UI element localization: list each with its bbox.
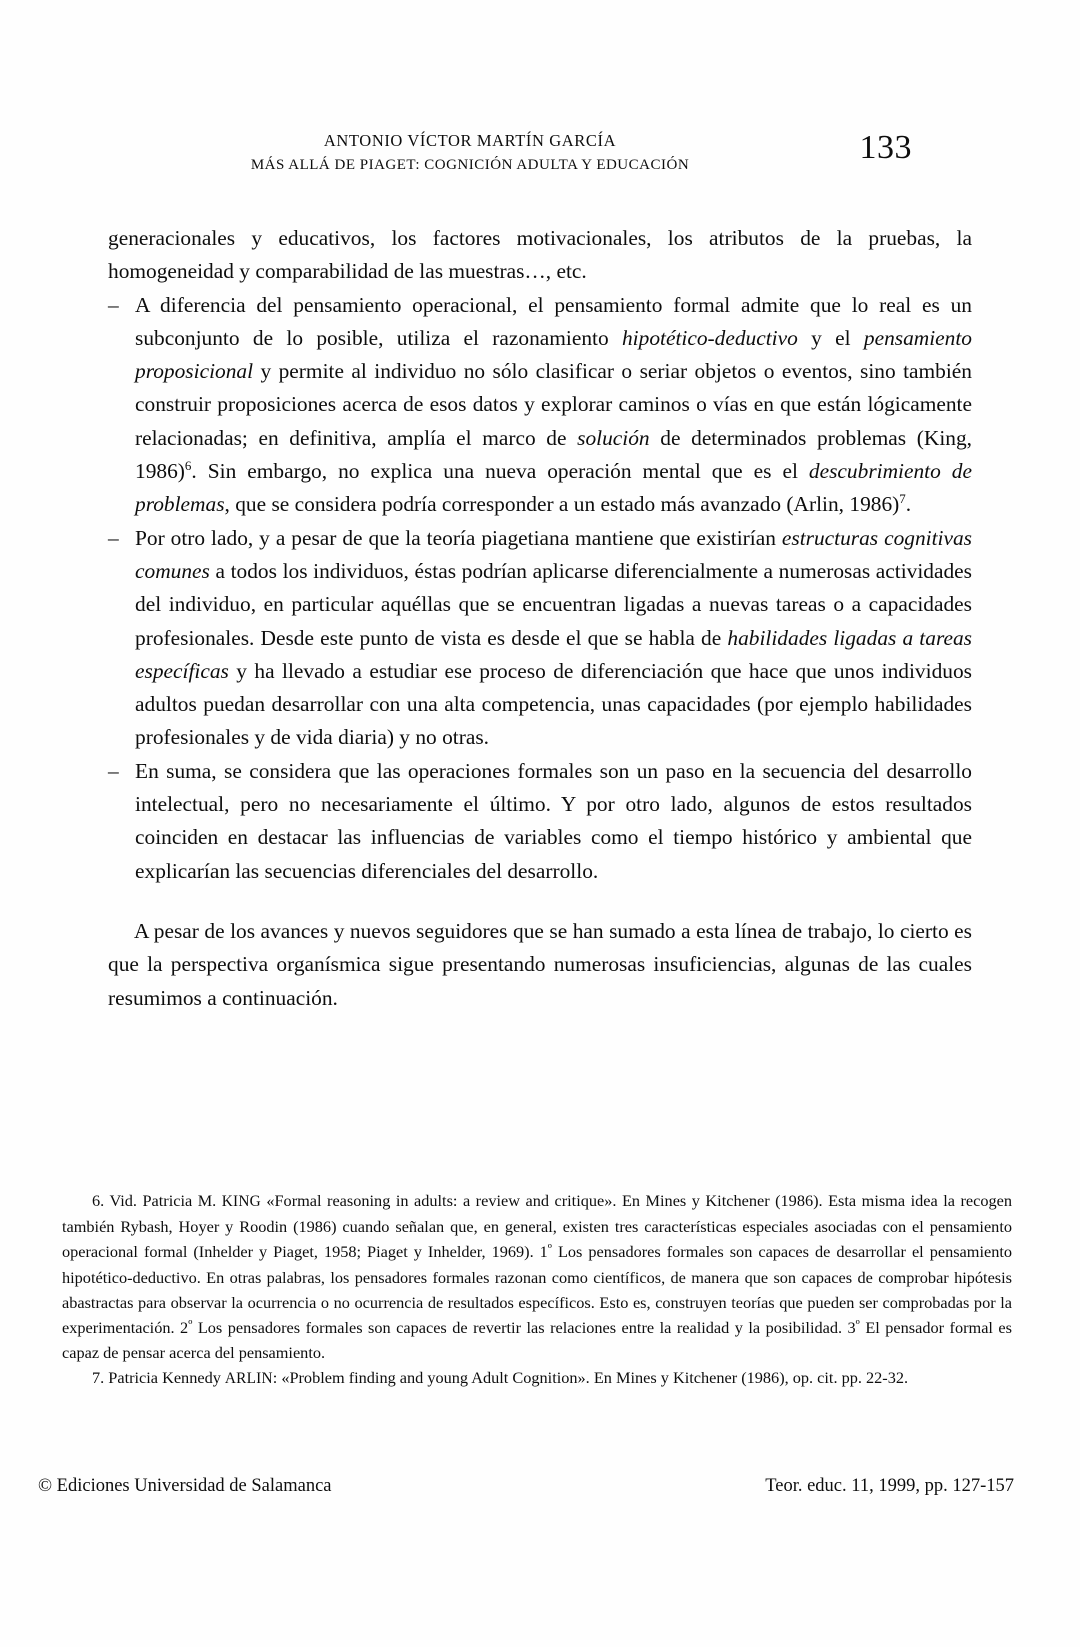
footnote-block: [62, 1188, 1012, 1392]
ordinal-marker: º: [855, 1317, 860, 1333]
page-number: 133: [859, 129, 912, 166]
footnote-entry: [62, 1188, 1012, 1365]
text-run: El pensador formal es capaz de pensar acerca del pensamiento.: [62, 1318, 1012, 1363]
ordinal-marker: º: [188, 1317, 193, 1333]
emphasis-text: pensamiento proposicional: [135, 325, 972, 384]
text-run: y el: [797, 325, 864, 350]
dash-bullet-marker: –: [108, 758, 119, 783]
dash-list-item: [108, 755, 972, 888]
text-run: A diferencia del pensamiento operacional, el pensamiento formal admite que lo real es un subconjunto de lo posible, utiliza el razonamiento: [135, 292, 972, 350]
body-text-column: [108, 222, 972, 1015]
emphasis-text: habilidades ligadas a tareas específicas: [135, 625, 972, 683]
text-run: Los pensadores formales son capaces de desarrollar el pensamiento hipotético-deductivo. En otras palabras, los pensadores formales razonan como científicos, de manera que son capaces de comprobar hipótesis abastractas para observar la ocurrencia o no ocurrencia de resultados específicos. Esto es, construyen teorías que pueden ser comprobadas por la experimentación. 2: [62, 1242, 1013, 1338]
small-caps-name: KING: [221, 1193, 261, 1210]
text-run: Por otro lado, y a pesar de que la teoría piagetiana mantiene que existirían: [135, 525, 782, 550]
footer-citation: Teor. educ. 11, 1999, pp. 127-157: [765, 1476, 1014, 1496]
small-caps-name: ARLIN: [224, 1370, 273, 1388]
text-run: .: [905, 492, 912, 517]
footnote-reference: 7: [899, 491, 906, 507]
emphasis-text: hipotético-deductivo: [621, 325, 798, 350]
page-footer: [38, 1473, 1042, 1499]
closing-paragraph: A pesar de los avances y nuevos seguidores que se han sumado a esta línea de trabajo, lo cierto es que la perspectiva organísmica sigue presentando numerosas insuficiencias, algunas de las cuales resumimos a continuación.: [108, 918, 972, 1010]
dash-list: [108, 289, 972, 888]
text-run: «Formal reasoning in adults: a review and critique». En Mines y Kitchener (1986). Esta misma idea la recogen también Rybash, Hoyer y Roodin (1986) cuando señalan que, en general, existen tres características especiales asociadas con el pensamiento operacional formal (Inhelder y Piaget, 1958; Piaget y Inhelder, 1969). 1: [62, 1191, 1012, 1262]
text-run: de determinados problemas (King, 1986): [135, 425, 972, 484]
text-run: y permite al individuo no sólo clasificar o seriar objetos o eventos, sino también construir proposiciones acerca de esos datos y explorar caminos o vías en que están lógicamente relacionadas; en definitiva, amplía el marco de: [135, 359, 972, 450]
footnote-number: 7.: [92, 1368, 109, 1388]
text-run: a todos los individuos, éstas podrían aplicarse diferencialmente a numerosas actividades del individuo, en particular aquéllas que se encuentran ligadas a nuevas tareas o a capacidades profesionales. Desde este punto de vista es desde el que se habla de: [135, 558, 972, 650]
dash-list-item: [108, 289, 972, 522]
dash-list-item: [108, 522, 972, 755]
text-run: Patricia Kennedy: [108, 1368, 225, 1388]
emphasis-text: descubrimiento de problemas: [135, 459, 972, 517]
dash-bullet-marker: –: [108, 292, 119, 317]
running-head-lines: [100, 128, 840, 177]
dash-bullet-marker: –: [108, 525, 119, 550]
running-head-title: MÁS ALLÁ DE PIAGET: COGNICIÓN ADULTA Y EDUCACIÓN: [250, 157, 690, 173]
text-run: . Sin embargo, no explica una nueva operación mental que es el: [191, 459, 809, 484]
text-run: , que se considera podría corresponder a un estado más avanzado (Arlin, 1986): [224, 492, 900, 517]
text-run: Los pensadores formales son capaces de revertir las relaciones entre la realidad y la posibilidad. 3: [192, 1318, 856, 1338]
emphasis-text: estructuras cognitivas comunes: [135, 525, 973, 583]
footer-publisher: © Ediciones Universidad de Salamanca: [38, 1476, 332, 1496]
text-run: y ha llevado a estudiar ese proceso de diferenciación que hace que unos individuos adultos puedan desarrollar con una alta competencia, unas capacidades (por ejemplo habilidades profesionales y de vida diaria) y no otras.: [135, 658, 972, 750]
footnote-entry: [62, 1365, 1012, 1391]
footnote-number: 6.: [92, 1191, 110, 1210]
text-run: Vid. Patricia M.: [109, 1191, 222, 1210]
text-run: En suma, se considera que las operaciones formales son un paso en la secuencia del desarrollo intelectual, pero no necesariamente el último. Y por otro lado, algunos de estos resultados coinciden en destacar las influencias de variables como el tiempo histórico y ambiental que explicarían las secuencias diferenciales del desarrollo.: [135, 758, 972, 883]
running-head-author: ANTONIO VÍCTOR MARTÍN GARCÍA: [323, 131, 617, 150]
ordinal-marker: º: [547, 1241, 552, 1257]
continued-paragraph: generacionales y educativos, los factores motivacionales, los atributos de la pruebas, la homogeneidad y comparabilidad de las muestras…, etc.: [108, 226, 972, 284]
text-run: : «Problem finding and young Adult Cognition». En Mines y Kitchener (1986), op. cit. pp. 22-32.: [272, 1368, 909, 1388]
running-head: [100, 128, 980, 190]
footnote-reference: 6: [184, 457, 192, 473]
emphasis-text: solución: [577, 425, 650, 450]
